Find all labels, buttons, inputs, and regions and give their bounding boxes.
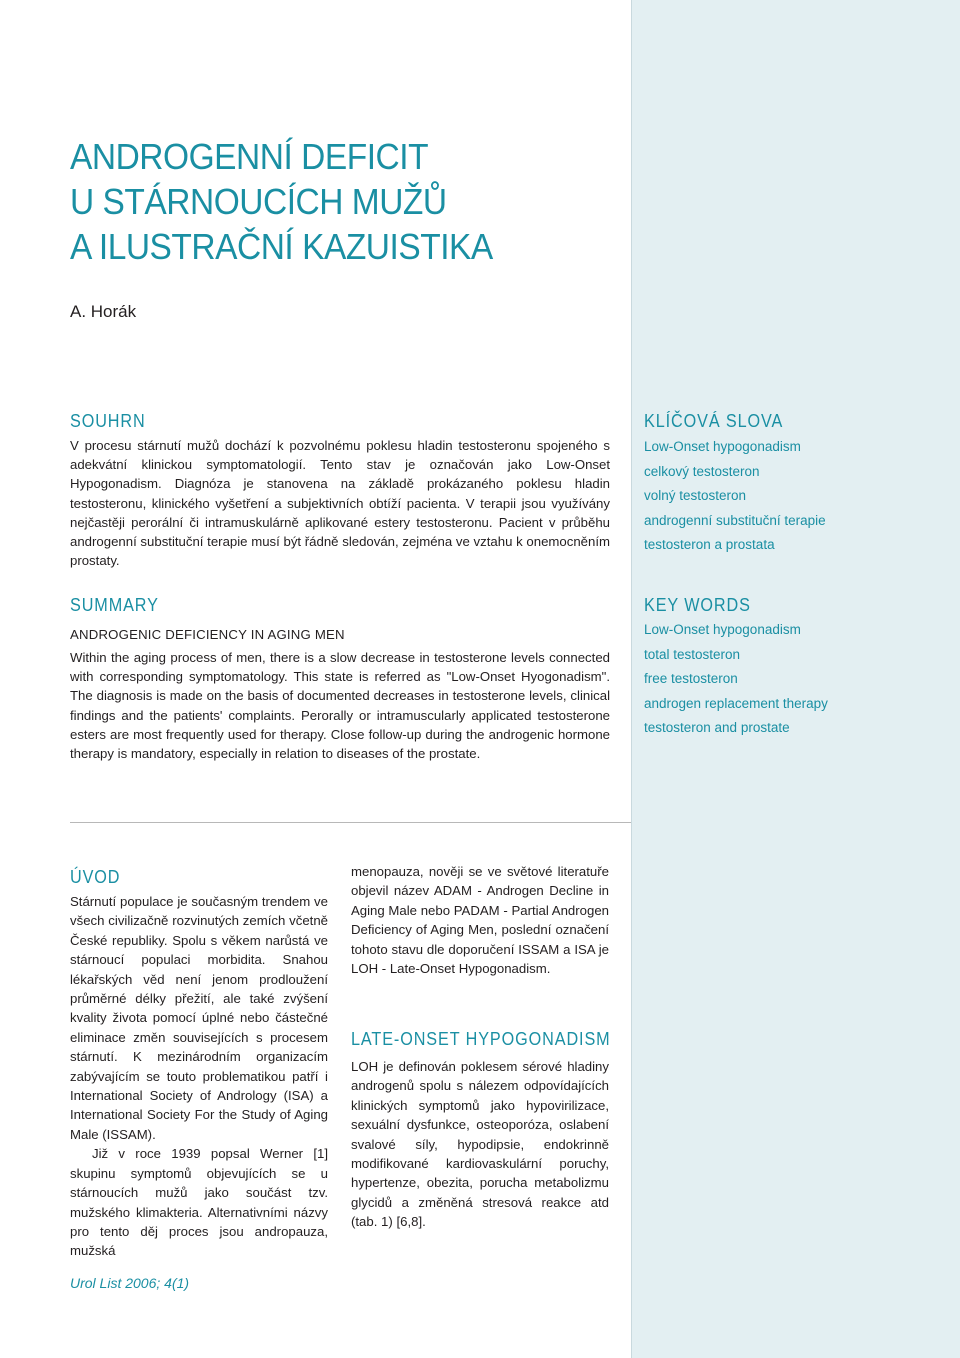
section-divider [70,822,631,823]
key-words-list [644,618,828,741]
keyword-item: celkový testosteron [644,463,760,479]
keyword-item: androgenní substituční terapie [644,512,826,528]
summary-text: Within the aging process of men, there is a slow decrease in testosterone levels connected with corresponding symptomatology. This state is referred as "Low-Onset Hyogonadism". The diagnosis is made on the basis of documented decreases in testosterone levels, clinical findings and the patients' complaints. Perorally or intramuscularly applicated testosterone esters are most frequently used for therapy. Close follow-up during the androgenic hormone therapy is mandatory, especially in relation to diseases of the prostate. [70,650,610,762]
klicova-slova-heading: KLÍČOVÁ SLOVA [644,411,784,431]
journal-citation: Urol List 2006; 4(1) [70,1275,190,1291]
key-words-heading: KEY WORDS [644,595,751,615]
title-line-1: ANDROGENNÍ DEFICIT [70,136,429,177]
title-line-3: A ILUSTRAČNÍ KAZUISTIKA [70,226,493,267]
title-line-2: U STÁRNOUCÍCH MUŽŮ [70,181,447,222]
summary-heading: SUMMARY [70,595,159,615]
keyword-item: androgen replacement therapy [644,695,828,711]
uvod-paragraph-2: Již v roce 1939 popsal Werner [1] skupinu symptomů objevujících se u stárnoucích mužů jako součást tzv. mužského klimakteria. Alternativními názvy pro tento děj proces jsou andropauza, mužská [70,1146,328,1259]
sidebar-divider [631,0,632,1358]
loh-column [351,1057,609,1232]
keyword-item: volný testosteron [644,488,747,504]
loh-paragraph: LOH je definován poklesem sérové hladiny androgenů spolu s nálezem odpovídajících klinických symptomů jako hypovirilizace, sexuální dysfunkce, osteoporóza, oslabení svalové síly, hypodipsie, endokrinně modifikované kardiovaskulární poruchy, hypertenze, obezita, porucha metabolizmu glycidů a změněná stresová reakce atd (tab. 1) [6,8]. [351,1059,609,1230]
uvod-paragraph-3: menopauza, nověji se ve světové literatuře objevil název ADAM - Androgen Decline in Aging Male nebo PADAM - Partial Androgen Deficiency of Aging Men, poslední označení tohoto stavu dle doporučení ISSAM a ISA je LOH - Late-Onset Hypogonadism. [351,864,609,977]
loh-heading: LATE-ONSET HYPOGONADISM [351,1029,611,1049]
souhrn-heading: SOUHRN [70,411,146,431]
uvod-paragraph-1: Stárnutí populace je současným trendem ve všech civilizačně rozvinutých zemích včetně České republiky. Spolu s věkem narůstá ve stárnoucí populaci morbidita. Snahou lékařských věd není jenom prodloužení průměrné délky přežití, ale také zvýšení kvality života pomocí úplné nebo částečné eliminace změn souvisejících s procesem stárnutí. K mezinárodním organizacím zabývajícím se touto problematikou patří i International Society of Andrology (ISA) a International Society For the Study of Aging Male (ISSAM). [70,894,328,1142]
keyword-item: total testosteron [644,646,741,662]
keyword-item: testosteron and prostate [644,720,790,736]
klicova-slova-list [644,435,826,558]
summary-subtitle: ANDROGENIC DEFICIENCY IN AGING MEN [70,627,345,642]
souhrn-text: V procesu stárnutí mužů dochází k pozvolnému poklesu hladin testosteronu spojeného s adekvátní klinickou symptomatologií. Tento stav je označován jako Low-Onset Hypogonadism. Diagnóza je stanovena na základě prokázaného poklesu hladin testosteronu, klinického vyšetření a subjektivních obtíží pacienta. V terapii jsou využívány nejčastěji perorální či intramuskulárně aplikované estery testosteronu. Pacient v průběhu androgenní substituční terapie musí být řádně sledován, zejména ve vztahu k onemocněním prostaty. [70,438,610,569]
column-right [351,862,609,978]
uvod-heading: ÚVOD [70,867,121,887]
article-title [70,134,591,269]
column-left [70,892,328,1261]
author: A. Horák [70,302,137,321]
keyword-item: testosteron a prostata [644,537,775,553]
keyword-item: Low-Onset hypogonadism [644,439,801,454]
keyword-item: Low-Onset hypogonadism [644,622,801,637]
keyword-item: free testosteron [644,671,738,687]
